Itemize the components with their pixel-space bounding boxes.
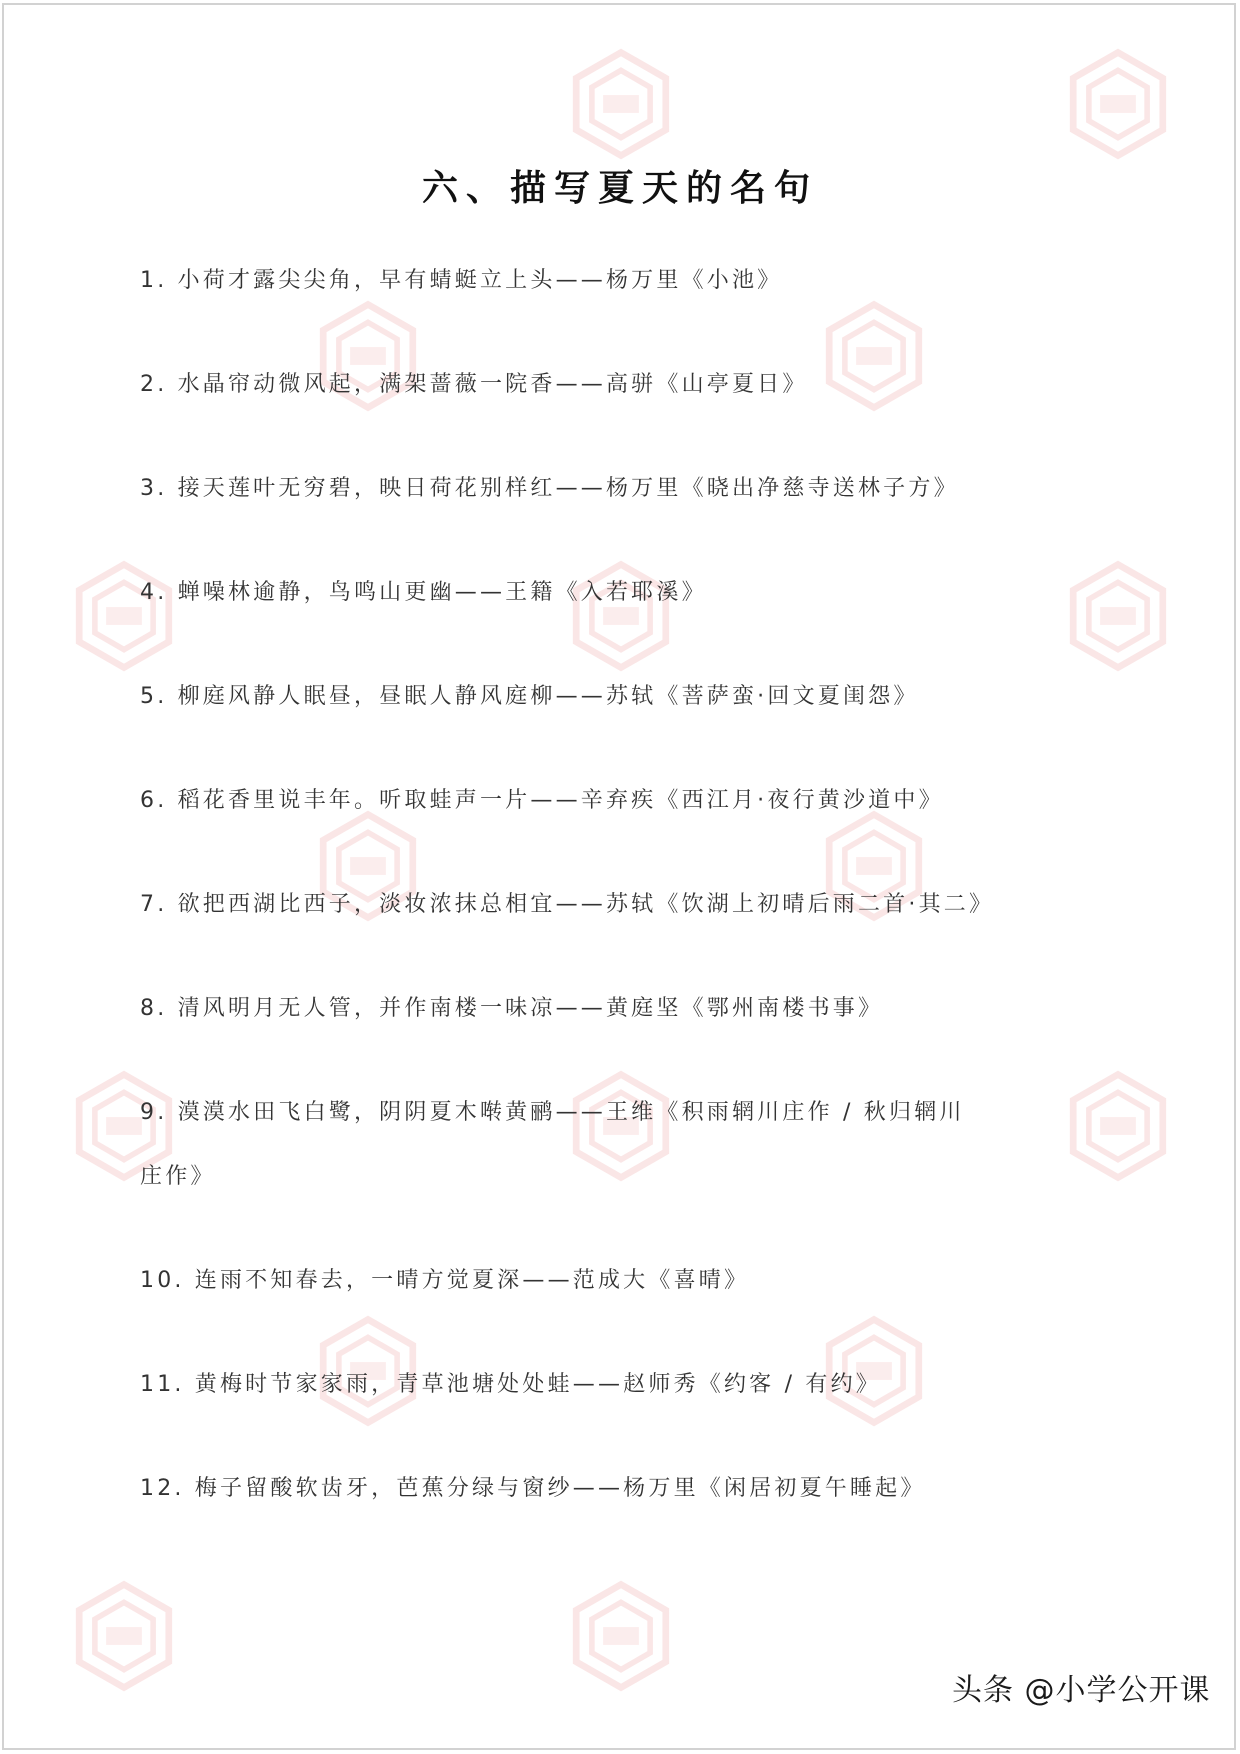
quote-item: 7. 欲把西湖比西子，淡妆浓抹总相宜——苏轼《饮湖上初晴后雨二首·其二》 xyxy=(140,892,995,917)
quote-list xyxy=(140,266,1100,1578)
quote-item xyxy=(140,1098,1100,1192)
hexagon-logo-icon xyxy=(1062,48,1174,160)
quote-item: 6. 稻花香里说丰年。听取蛙声一片——辛弃疾《西江月·夜行黄沙道中》 xyxy=(140,788,944,813)
source-watermark: 头条 @小学公开课 xyxy=(952,1673,1211,1708)
hexagon-logo-icon xyxy=(565,48,677,160)
quote-line: 庄作》 xyxy=(140,1164,216,1189)
quote-item: 5. 柳庭风静人眠昼，昼眠人静风庭柳——苏轼《菩萨蛮·回文夏闺怨》 xyxy=(140,684,919,709)
quote-item: 3. 接天莲叶无穷碧，映日荷花别样红——杨万里《晓出净慈寺送林子方》 xyxy=(140,476,959,501)
hexagon-logo-icon xyxy=(565,1580,677,1692)
quote-item: 2. 水晶帘动微风起，满架蔷薇一院香——高骈《山亭夏日》 xyxy=(140,372,808,397)
quote-item: 12. 梅子留酸软齿牙，芭蕉分绿与窗纱——杨万里《闲居初夏午睡起》 xyxy=(140,1476,926,1501)
quote-item: 1. 小荷才露尖尖角，早有蜻蜓立上头——杨万里《小池》 xyxy=(140,268,783,293)
quote-item: 8. 清风明月无人管，并作南楼一味凉——黄庭坚《鄂州南楼书事》 xyxy=(140,996,884,1021)
hexagon-logo-icon xyxy=(68,1580,180,1692)
page-title: 六、描写夏天的名句 xyxy=(421,168,818,209)
quote-item: 4. 蝉噪林逾静，鸟鸣山更幽——王籍《入若耶溪》 xyxy=(140,580,707,605)
quote-line: 9. 漠漠水田飞白鹭，阴阴夏木啭黄鹂——王维《积雨辋川庄作 / 秋归辋川 xyxy=(140,1100,965,1125)
quote-item: 10. 连雨不知春去，一晴方觉夏深——范成大《喜晴》 xyxy=(140,1268,750,1293)
quote-item: 11. 黄梅时节家家雨，青草池塘处处蛙——赵师秀《约客 / 有约》 xyxy=(140,1372,881,1397)
